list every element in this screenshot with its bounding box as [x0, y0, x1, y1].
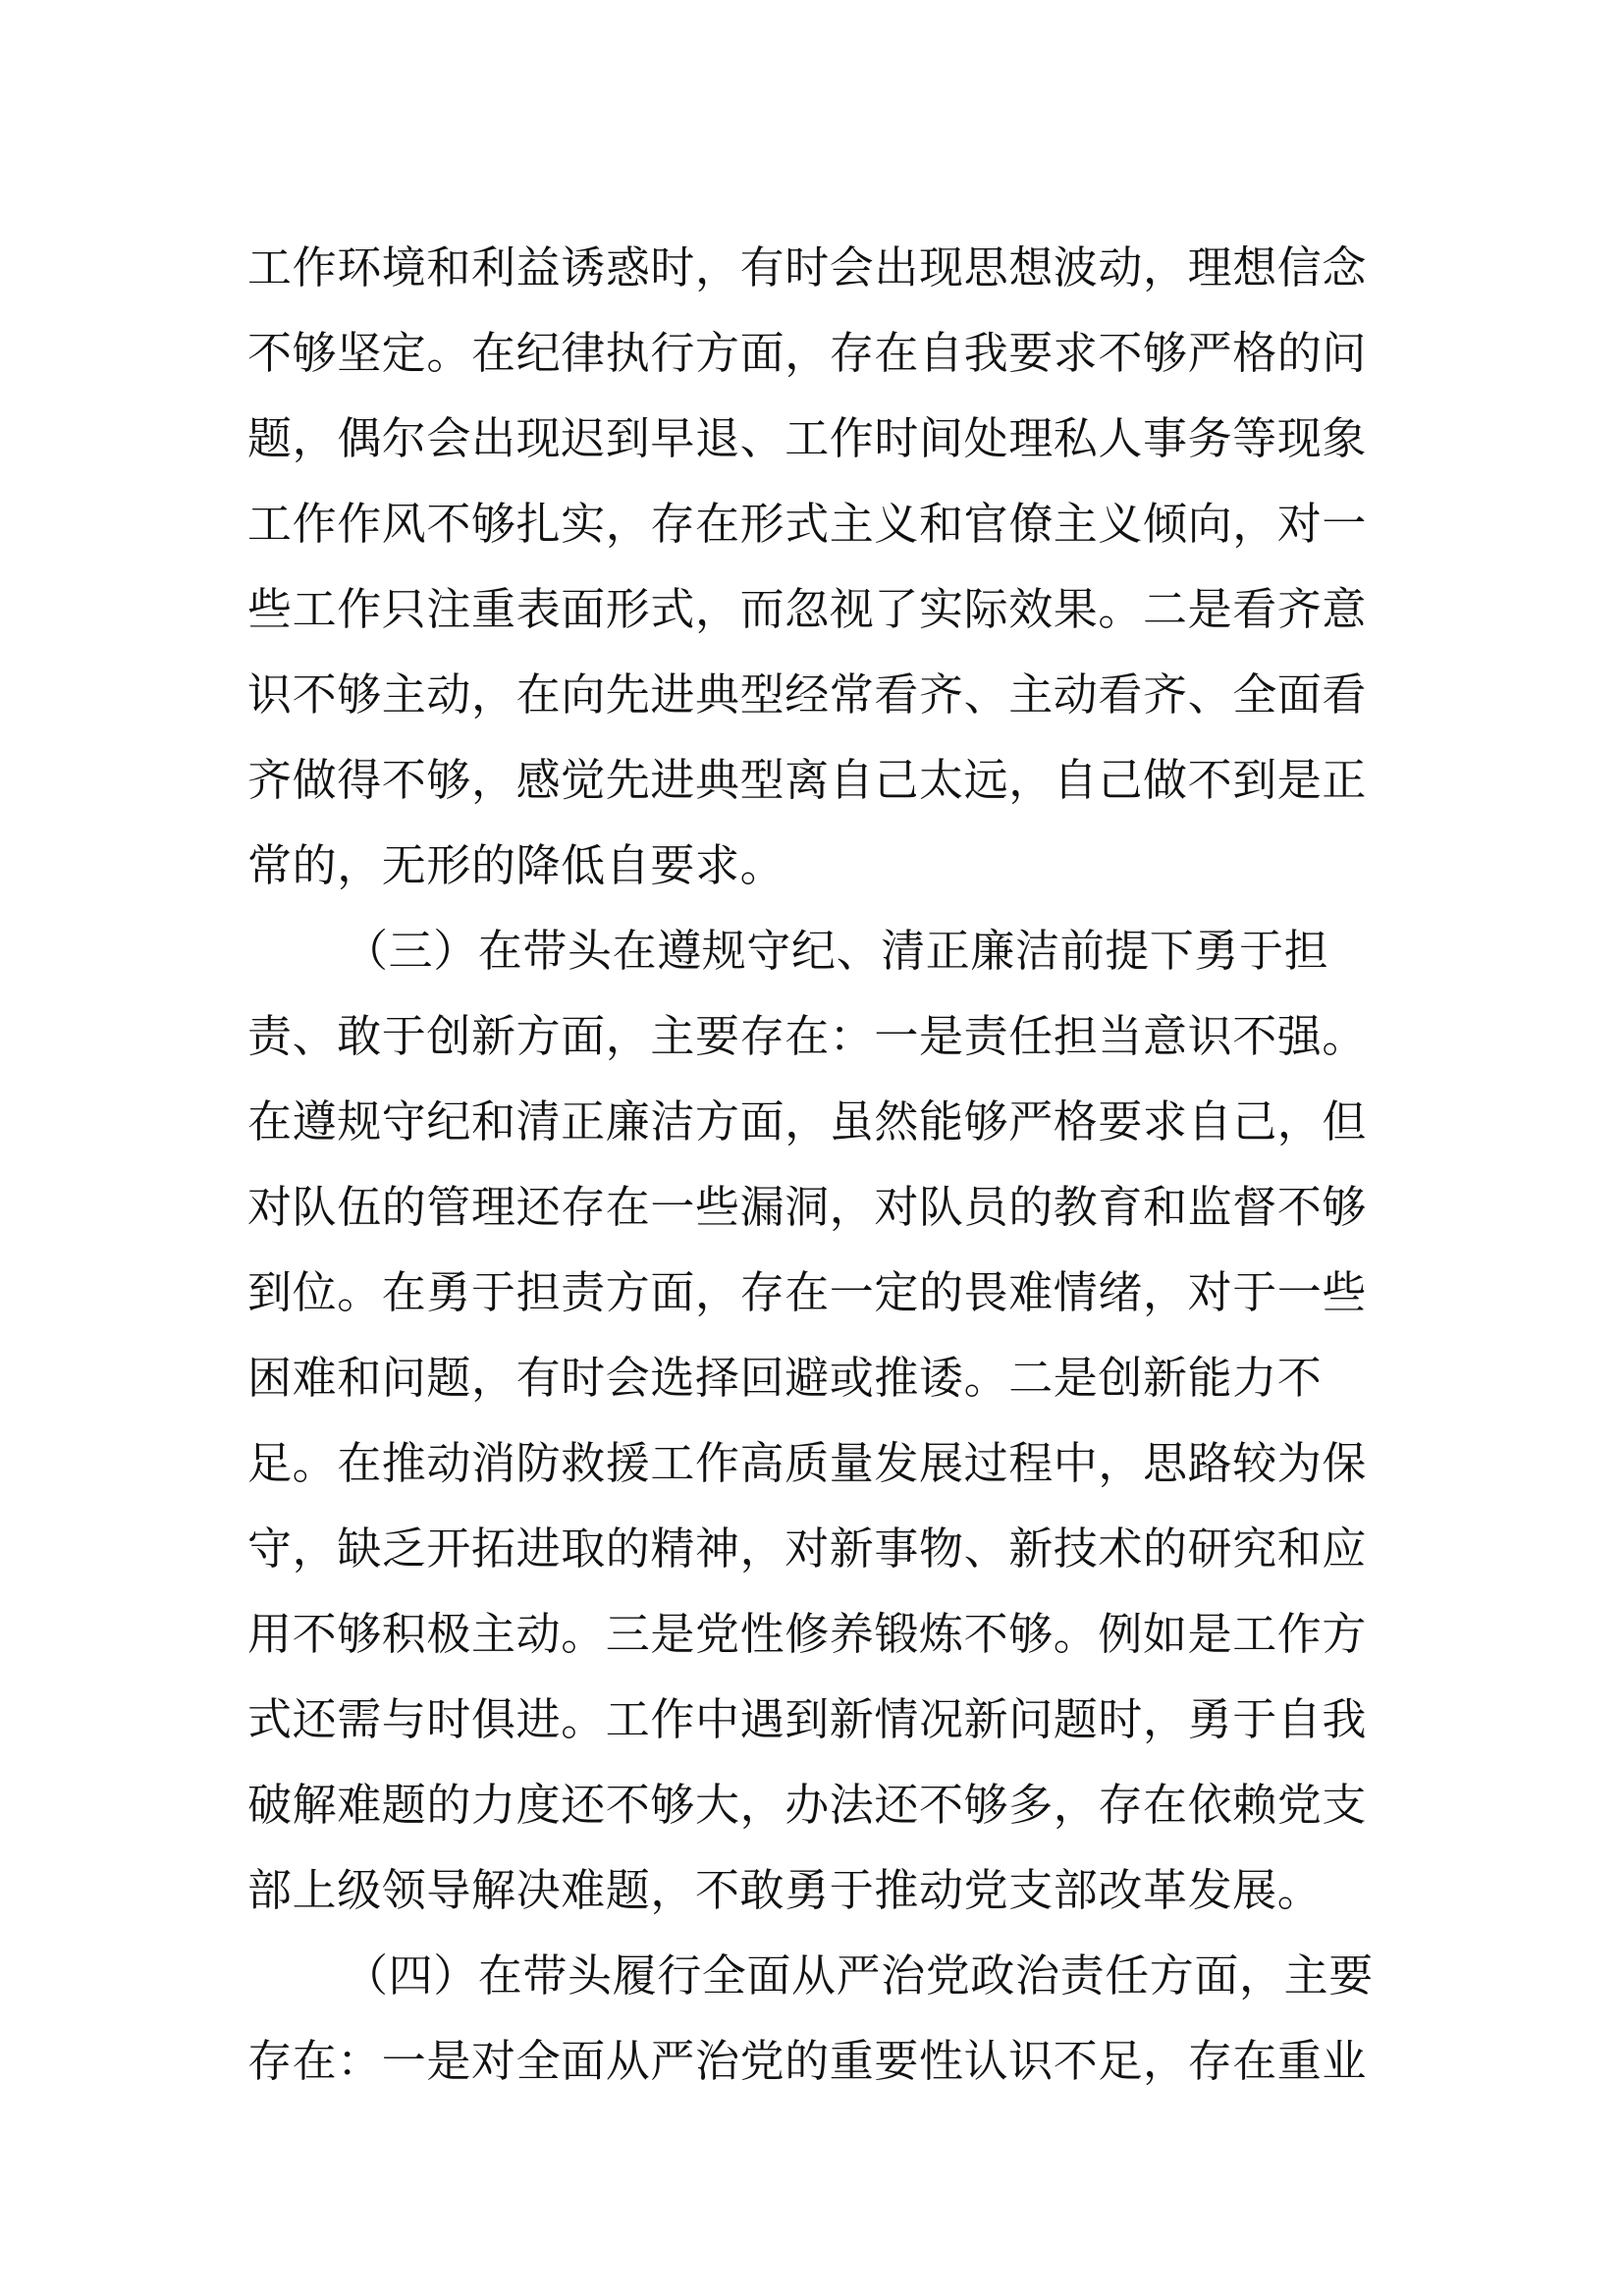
text-line: 对队伍的管理还存在一些漏洞，对队员的教育和监督不够	[247, 1181, 1368, 1233]
section-heading-line: （三）在带头在遵规守纪、清正廉洁前提下勇于担	[344, 925, 1329, 977]
text-line: 些工作只注重表面形式，而忽视了实际效果。二是看齐意	[247, 583, 1368, 635]
text-line: 存在：一是对全面从严治党的重要性认识不足，存在重业	[247, 2035, 1368, 2087]
text-line: 不够坚定。在纪律执行方面，存在自我要求不够严格的问	[247, 327, 1368, 379]
text-line: 常的，无形的降低自要求。	[247, 839, 785, 891]
text-line: 足。在推动消防救援工作高质量发展过程中，思路较为保	[247, 1437, 1368, 1489]
text-line: 责、敢于创新方面，主要存在：一是责任担当意识不强。	[247, 1010, 1368, 1062]
text-line: 齐做得不够，感觉先进典型离自己太远，自己做不到是正	[247, 754, 1368, 806]
text-line: 部上级领导解决难题，不敢勇于推动党支部改革发展。	[247, 1864, 1323, 1916]
text-line: 破解难题的力度还不够大，办法还不够多，存在依赖党支	[247, 1779, 1368, 1831]
body-text	[247, 225, 1386, 2104]
section-heading-line: （四）在带头履行全面从严治党政治责任方面，主要	[344, 1949, 1374, 2002]
text-line: 工作作风不够扎实，存在形式主义和官僚主义倾向，对一	[247, 498, 1368, 550]
text-line: 在遵规守纪和清正廉洁方面，虽然能够严格要求自己，但	[247, 1095, 1368, 1148]
text-line: 到位。在勇于担责方面，存在一定的畏难情绪，对于一些	[247, 1266, 1368, 1318]
text-line: 困难和问题，有时会选择回避或推诿。二是创新能力不	[247, 1352, 1323, 1404]
text-line: 识不够主动，在向先进典型经常看齐、主动看齐、全面看	[247, 668, 1368, 721]
text-line: 式还需与时俱进。工作中遇到新情况新问题时，勇于自我	[247, 1693, 1368, 1745]
text-line: 题，偶尔会出现迟到早退、工作时间处理私人事务等现象	[247, 412, 1368, 464]
text-line: 工作环境和利益诱惑时，有时会出现思想波动，理想信念	[247, 241, 1368, 294]
text-line: 用不够积极主动。三是党性修养锻炼不够。例如是工作方	[247, 1608, 1368, 1660]
text-line: 守，缺乏开拓进取的精神，对新事物、新技术的研究和应	[247, 1522, 1368, 1575]
